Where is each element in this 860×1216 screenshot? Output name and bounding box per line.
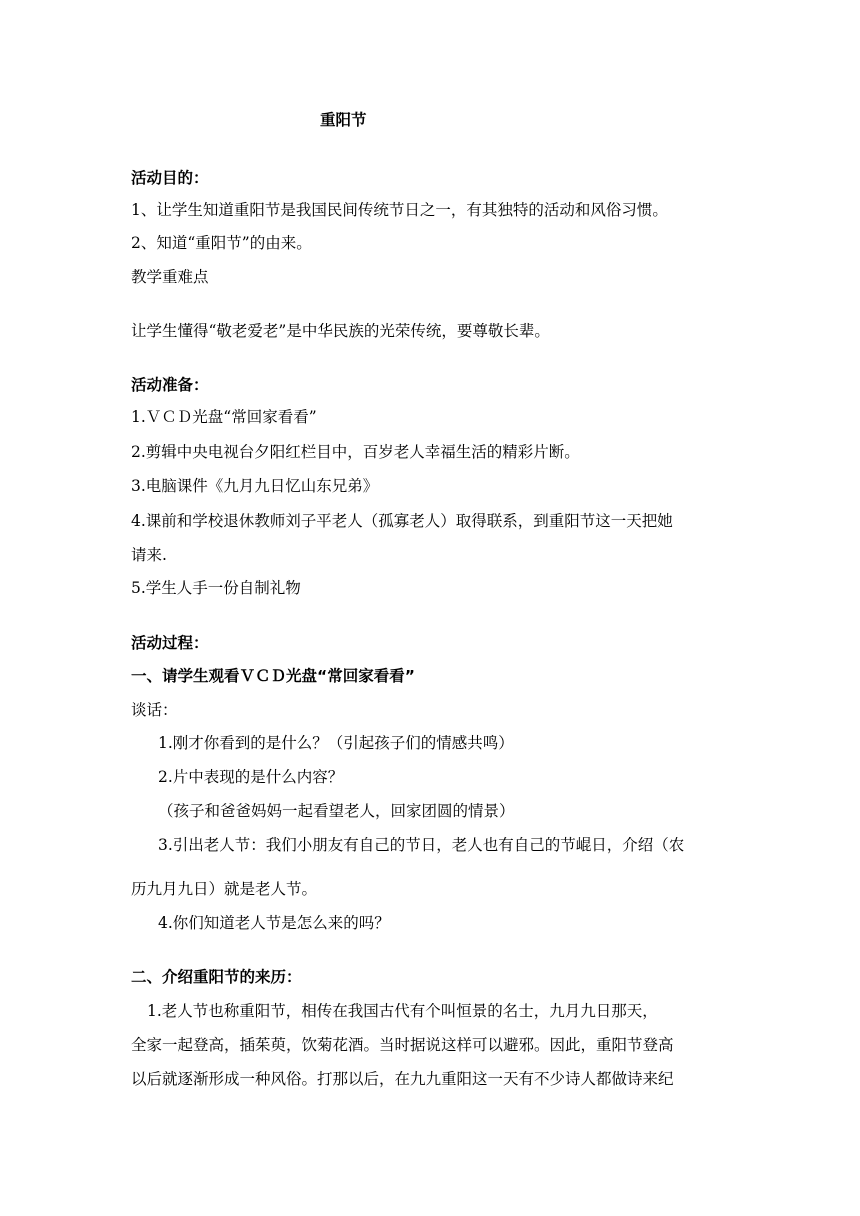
- question-2: 2.片中表现的是什么内容？: [158, 768, 344, 786]
- preparation-item: 1.ＶＣＤ光盘“常回家看看”: [131, 408, 317, 426]
- history-line: 以后就逐渐形成一种风俗。打那以后，在九九重阳这一天有不少诗人都做诗来纪: [131, 1070, 674, 1088]
- key-points-text: 让学生懂得“敬老爱老”是中华民族的光荣传统，要尊敬长辈。: [131, 322, 550, 340]
- objective-item: 2、知道“重阳节”的由来。: [131, 234, 312, 252]
- history-line: 全家一起登高，插茱萸，饮菊花酒。当时据说这样可以避邪。因此，重阳节登高: [131, 1036, 674, 1054]
- question-3-continued: 历九月九日）就是老人节。: [131, 880, 318, 898]
- preparation-item: 2.剪辑中央电视台夕阳红栏目中，百岁老人幸福生活的精彩片断。: [131, 443, 580, 461]
- question-4: 4.你们知道老人节是怎么来的吗？: [158, 914, 390, 932]
- preparation-heading: 活动准备：: [131, 376, 209, 394]
- objectives-heading: 活动目的：: [131, 169, 209, 187]
- preparation-item: 3.电脑课件《九月九日忆山东兄弟》: [131, 477, 379, 495]
- objective-item: 1、让学生知道重阳节是我国民间传统节日之一，有其独特的活动和风俗习惯。: [131, 201, 668, 219]
- preparation-item: 5.学生人手一份自制礼物: [131, 579, 301, 597]
- part1-heading: 一、请学生观看ＶＣＤ光盘“常回家看看”: [131, 667, 415, 685]
- preparation-item: 4.课前和学校退休教师刘子平老人（孤寡老人）取得联系，到重阳节这一天把她: [131, 512, 673, 530]
- key-points-heading: 教学重难点: [131, 268, 209, 286]
- part2-heading: 二、介绍重阳节的来历：: [131, 968, 302, 986]
- history-line: 1.老人节也称重阳节，相传在我国古代有个叫恒景的名士，九月九日那天，: [147, 1002, 658, 1020]
- talk-label: 谈话：: [131, 701, 178, 719]
- page-title: 重阳节: [320, 111, 367, 129]
- process-heading: 活动过程：: [131, 634, 209, 652]
- question-3: 3.引出老人节：我们小朋友有自己的节日，老人也有自己的节崐日，介绍（农: [158, 836, 685, 854]
- preparation-item: 请来.: [131, 546, 167, 564]
- question-1: 1.刚才你看到的是什么？（引起孩子们的情感共鸣）: [158, 734, 514, 752]
- question-2-answer: （孩子和爸爸妈妈一起看望老人，回家团圆的情景）: [158, 802, 515, 820]
